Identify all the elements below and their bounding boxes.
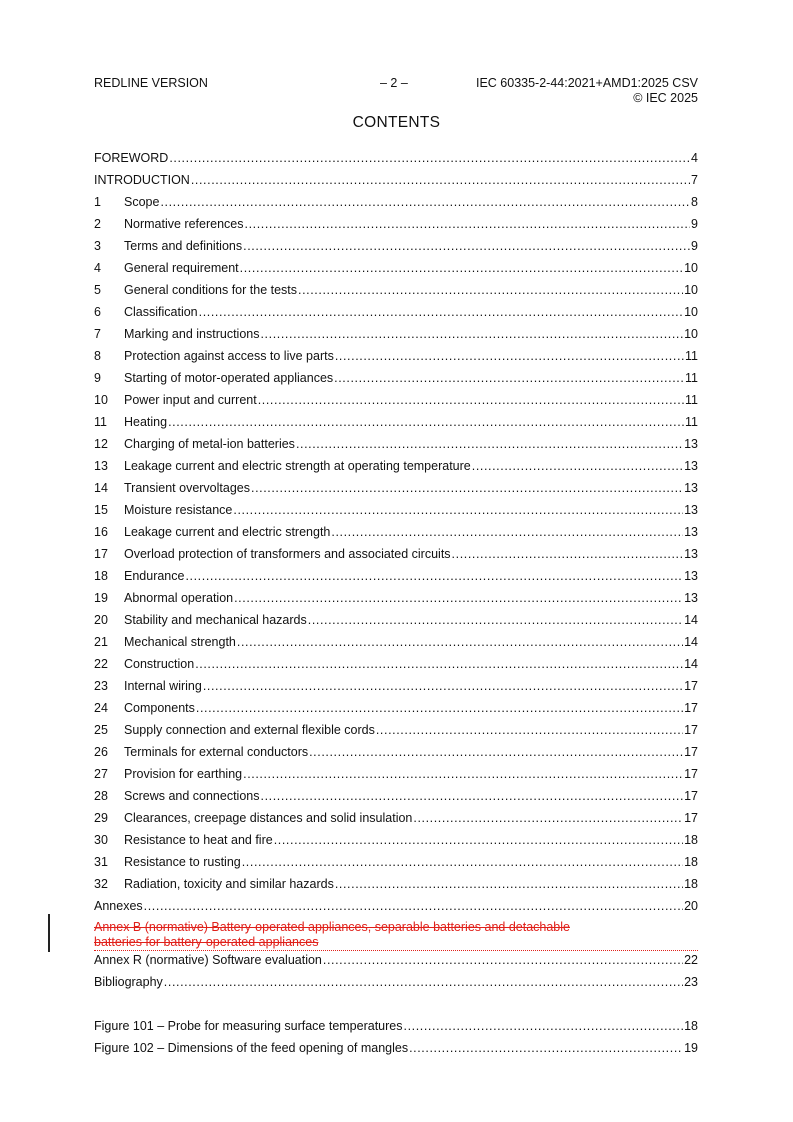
toc-entry-title: Provision for earthing [124, 767, 243, 781]
toc-entry-title: General requirement [124, 261, 239, 275]
toc-entry-title: Supply connection and external flexible cords [124, 723, 375, 737]
toc-entry-page: 10 [684, 261, 698, 275]
toc-entry-number: 4 [94, 261, 101, 275]
toc-entry-number: 32 [94, 877, 108, 891]
toc-entry-number: 1 [94, 195, 101, 209]
toc-entry-page: 13 [684, 459, 698, 473]
toc-dot-leader [296, 436, 683, 452]
toc-entry-number: 25 [94, 723, 108, 737]
toc-dot-leader [164, 974, 683, 990]
toc-entry-title: Marking and instructions [124, 327, 260, 341]
toc-entry-page: 13 [684, 547, 698, 561]
toc-entry-number: 18 [94, 569, 108, 583]
toc-spacer [94, 990, 698, 1012]
toc-entry[interactable] [94, 1034, 698, 1056]
toc-entry-page: 11 [685, 415, 698, 429]
deleted-line-2: batteries for battery-operated appliances [94, 935, 698, 951]
toc-entry-page: 13 [684, 503, 698, 517]
toc-entry-title: Clearances, creepage distances and solid insulation [124, 811, 413, 825]
toc-dot-leader [409, 1040, 683, 1056]
toc-entry[interactable] [94, 188, 698, 210]
toc-entry[interactable] [94, 1012, 698, 1034]
toc-dot-leader [242, 854, 683, 870]
toc-entry[interactable] [94, 540, 698, 562]
toc-entry-page: 10 [684, 305, 698, 319]
toc-entry-page: 14 [684, 635, 698, 649]
toc-dot-leader [298, 282, 683, 298]
toc-entry[interactable] [94, 342, 698, 364]
toc-entry-number: 21 [94, 635, 108, 649]
toc-entry-page: 13 [684, 525, 698, 539]
toc-entry-title: Screws and connections [124, 789, 260, 803]
toc-entry-number: 7 [94, 327, 101, 341]
toc-entry[interactable] [94, 946, 698, 968]
toc-entry-title: Internal wiring [124, 679, 202, 693]
toc-entry-number: 19 [94, 591, 108, 605]
toc-entry-number: 22 [94, 657, 108, 671]
toc-entry[interactable] [94, 166, 698, 188]
toc-dot-leader [258, 392, 684, 408]
toc-dot-leader [240, 260, 683, 276]
toc-entry-page: 7 [691, 173, 698, 187]
toc-dot-leader [245, 216, 691, 232]
toc-entry-page: 9 [691, 217, 698, 231]
toc-entry-page: 18 [684, 833, 698, 847]
toc-dot-leader [251, 480, 683, 496]
toc-dot-leader [335, 348, 684, 364]
header-page-number: – 2 – [380, 76, 408, 90]
toc-entry-page: 18 [684, 1019, 698, 1033]
toc-dot-leader [260, 326, 683, 342]
toc-entry[interactable] [94, 848, 698, 870]
toc-entry[interactable] [94, 584, 698, 606]
toc-entry-page: 11 [685, 349, 698, 363]
toc-deleted-entry [94, 914, 698, 949]
toc-dot-leader [185, 568, 683, 584]
toc-dot-leader [233, 502, 683, 518]
toc-entry-number: 30 [94, 833, 108, 847]
header-right [476, 76, 698, 105]
toc-entry-page: 17 [684, 811, 698, 825]
toc-entry[interactable] [94, 650, 698, 672]
toc-entry[interactable] [94, 606, 698, 628]
toc-entry[interactable] [94, 870, 698, 892]
toc-dot-leader [309, 744, 683, 760]
toc-entry-number: 15 [94, 503, 108, 517]
toc-entry-page: 9 [691, 239, 698, 253]
toc-entry-title: Protection against access to live parts [124, 349, 334, 363]
toc-entry-title: Annex R (normative) Software evaluation [94, 953, 322, 967]
toc-dot-leader [191, 172, 690, 188]
toc-entry-title: Leakage current and electric strength at operating temperature [124, 459, 471, 473]
toc-entry-page: 4 [691, 151, 698, 165]
toc-entry[interactable] [94, 496, 698, 518]
header-standard-id: IEC 60335-2-44:2021+AMD1:2025 CSV [475, 76, 698, 90]
toc-entry-page: 17 [684, 767, 698, 781]
toc-entry-page: 17 [684, 701, 698, 715]
toc-entry-number: 11 [94, 415, 107, 429]
toc-entry[interactable] [94, 562, 698, 584]
toc-dot-leader [160, 194, 690, 210]
toc-entry-page: 11 [685, 371, 698, 385]
toc-entry-number: 16 [94, 525, 108, 539]
toc-dot-leader [203, 678, 683, 694]
toc-dot-leader [196, 700, 683, 716]
toc-entry[interactable] [94, 716, 698, 738]
toc-entry[interactable] [94, 760, 698, 782]
toc-entry-number: 9 [94, 371, 101, 385]
toc-entry[interactable] [94, 672, 698, 694]
toc-entry[interactable] [94, 320, 698, 342]
toc-dot-leader [334, 370, 684, 386]
toc-entry-title: Abnormal operation [124, 591, 234, 605]
toc-entry-title: FOREWORD [94, 151, 169, 165]
toc-entry-title: Transient overvoltages [124, 481, 250, 495]
toc-entry-number: 8 [94, 349, 101, 363]
toc-dot-leader [237, 634, 683, 650]
toc-entry-title: Terms and definitions [124, 239, 243, 253]
toc-entry[interactable] [94, 738, 698, 760]
toc-dot-leader [243, 238, 690, 254]
toc-entry[interactable] [94, 892, 698, 914]
toc-entry-page: 14 [684, 613, 698, 627]
toc-dot-leader [331, 524, 683, 540]
toc-entry-title: Starting of motor-operated appliances [124, 371, 334, 385]
toc-entry-page: 20 [684, 899, 698, 913]
toc-dot-leader [308, 612, 683, 628]
toc-entry-number: 28 [94, 789, 108, 803]
toc-entry-number: 12 [94, 437, 108, 451]
toc-dot-leader [168, 414, 684, 430]
toc-entry[interactable] [94, 782, 698, 804]
toc-entry[interactable] [94, 364, 698, 386]
toc-entry-title: Charging of metal-ion batteries [124, 437, 295, 451]
toc-entry[interactable] [94, 210, 698, 232]
toc-entry-title: Scope [124, 195, 160, 209]
toc-entry-number: 20 [94, 613, 108, 627]
toc-entry-page: 22 [684, 953, 698, 967]
toc-entry-title: Figure 102 – Dimensions of the feed opening of mangles [94, 1041, 409, 1055]
toc-entry-page: 13 [684, 437, 698, 451]
toc-entry[interactable] [94, 804, 698, 826]
toc-entry-page: 18 [684, 855, 698, 869]
table-of-contents [94, 144, 698, 1056]
toc-entry-page: 17 [684, 723, 698, 737]
toc-entry[interactable] [94, 968, 698, 990]
toc-entry[interactable] [94, 452, 698, 474]
toc-dot-leader [452, 546, 684, 562]
header-left: REDLINE VERSION [94, 76, 208, 90]
toc-entry-number: 2 [94, 217, 101, 231]
toc-entry-title: Endurance [124, 569, 185, 583]
toc-entry[interactable] [94, 386, 698, 408]
toc-entry-title: Stability and mechanical hazards [124, 613, 307, 627]
toc-entry-number: 14 [94, 481, 108, 495]
toc-entry-page: 17 [684, 745, 698, 759]
toc-dot-leader [169, 150, 690, 166]
toc-entry[interactable] [94, 144, 698, 166]
toc-entry[interactable] [94, 430, 698, 452]
toc-entry[interactable] [94, 254, 698, 276]
toc-entry-number: 10 [94, 393, 108, 407]
toc-entry-page: 8 [691, 195, 698, 209]
toc-entry-page: 13 [684, 569, 698, 583]
toc-dot-leader [472, 458, 683, 474]
toc-entry-title: Terminals for external conductors [124, 745, 309, 759]
toc-dot-leader [404, 1018, 684, 1034]
toc-entry-title: Normative references [124, 217, 244, 231]
toc-entry-title: General conditions for the tests [124, 283, 298, 297]
toc-dot-leader [234, 590, 683, 606]
toc-dot-leader [261, 788, 684, 804]
toc-dot-leader [199, 304, 683, 320]
toc-entry-title: Radiation, toxicity and similar hazards [124, 877, 334, 891]
toc-entry-page: 10 [684, 327, 698, 341]
toc-entry-page: 23 [684, 975, 698, 989]
toc-entry-title: Leakage current and electric strength [124, 525, 331, 539]
toc-entry-number: 5 [94, 283, 101, 297]
toc-entry-number: 31 [94, 855, 108, 869]
toc-dot-leader [323, 952, 683, 968]
change-bar [48, 914, 50, 952]
toc-entry[interactable] [94, 628, 698, 650]
toc-entry-title: Heating [124, 415, 168, 429]
toc-entry-number: 24 [94, 701, 108, 715]
toc-entry-number: 26 [94, 745, 108, 759]
toc-entry-title: Mechanical strength [124, 635, 236, 649]
toc-entry-number: 3 [94, 239, 101, 253]
toc-entry-page: 13 [684, 591, 698, 605]
toc-entry-title: Resistance to rusting [124, 855, 241, 869]
toc-entry-title: Classification [124, 305, 198, 319]
toc-entry-title: Components [124, 701, 195, 715]
toc-entry-number: 17 [94, 547, 108, 561]
toc-entry-title: Annexes [94, 899, 143, 913]
toc-dot-leader [335, 876, 683, 892]
toc-entry-page: 13 [684, 481, 698, 495]
toc-dot-leader [376, 722, 683, 738]
toc-entry-page: 10 [684, 283, 698, 297]
toc-dot-leader [413, 810, 683, 826]
toc-dot-leader [195, 656, 683, 672]
toc-entry-title: Bibliography [94, 975, 163, 989]
toc-entry[interactable] [94, 232, 698, 254]
toc-entry-title: Power input and current [124, 393, 257, 407]
toc-entry-title: Construction [124, 657, 195, 671]
toc-entry-page: 11 [685, 393, 698, 407]
toc-entry-title: Overload protection of transformers and associated circuits [124, 547, 451, 561]
toc-entry-title: Figure 101 – Probe for measuring surface temperatures [94, 1019, 403, 1033]
toc-entry[interactable] [94, 408, 698, 430]
toc-dot-leader [144, 898, 683, 914]
toc-entry[interactable] [94, 298, 698, 320]
toc-entry-number: 27 [94, 767, 108, 781]
toc-entry-number: 6 [94, 305, 101, 319]
toc-entry-number: 29 [94, 811, 108, 825]
toc-dot-leader [274, 832, 683, 848]
toc-entry[interactable] [94, 826, 698, 848]
toc-entry[interactable] [94, 276, 698, 298]
toc-entry-number: 23 [94, 679, 108, 693]
toc-entry-title: Moisture resistance [124, 503, 233, 517]
toc-entry-number: 13 [94, 459, 108, 473]
toc-entry-title: Resistance to heat and fire [124, 833, 273, 847]
toc-entry-page: 19 [684, 1041, 698, 1055]
deleted-line-1: Annex B (normative) Battery-operated appliances, separable batteries and detachable [94, 920, 570, 934]
page-title: CONTENTS [352, 114, 441, 131]
toc-entry-page: 14 [684, 657, 698, 671]
toc-entry[interactable] [94, 694, 698, 716]
toc-entry-page: 17 [684, 789, 698, 803]
toc-entry-page: 17 [684, 679, 698, 693]
toc-entry[interactable] [94, 474, 698, 496]
toc-entry-title: INTRODUCTION [94, 173, 190, 187]
toc-entry[interactable] [94, 518, 698, 540]
toc-dot-leader [243, 766, 683, 782]
header-copyright: © IEC 2025 [633, 90, 698, 105]
toc-entry-page: 18 [684, 877, 698, 891]
